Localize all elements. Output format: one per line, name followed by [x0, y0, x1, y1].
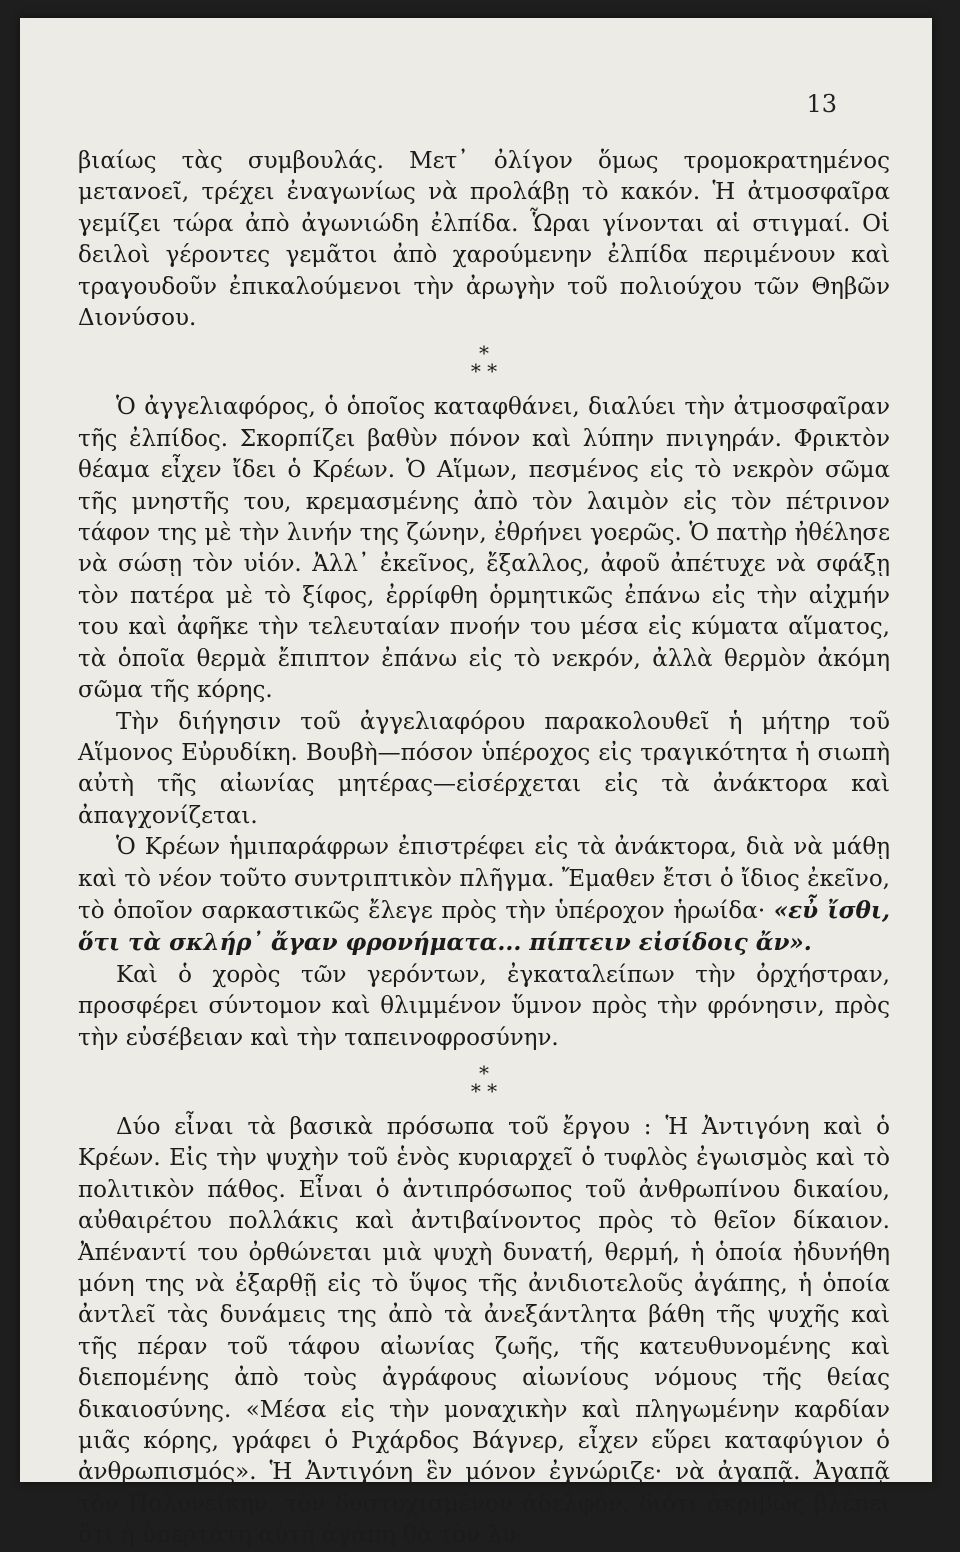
separator-stars-bottom: * *	[470, 359, 498, 384]
section-separator-2	[78, 1060, 890, 1103]
separator-stars-bottom: * *	[470, 1078, 498, 1103]
book-page	[20, 18, 932, 1549]
paragraph-2: Ὁ ἀγγελιαφόρος, ὁ ὁποῖος καταφθάνει, διαλύει τὴν ἀτμοσφαῖραν τῆς ἐλπίδος. Σκορπίζει βαθὺν πόνον καὶ λύπην πνιγηράν. Φρικτὸν θέαμα εἶχεν ἴδει ὁ Κρέων. Ὁ Αἵμων, πεσμένος εἰς τὸ νεκρὸν σῶμα τῆς μνηστῆς του, κρεμασμένης ἀπὸ τὸν λαιμὸν εἰς τὸν πέτρινον τάφον της μὲ τὴν λινήν της ζώνην, ἐθρήνει γοερῶς. Ὁ πατὴρ ἠθέλησε νὰ σώσῃ τὸν υἱόν. Ἀλλ᾽ ἐκεῖνος, ἔξαλλος, ἀφοῦ ἀπέτυχε νὰ σφάξῃ τὸν πατέρα μὲ τὸ ξίφος, ἐρρίφθη ὁρμητικῶς ἐπάνω εἰς τὴν αἰχμήν του καὶ ἀφῆκε τὴν τελευταίαν πνοήν του μέσα εἰς κύματα αἵματος, τὰ ὁποῖα θερμὰ ἔπιπτον ἐπάνω εἰς τὸ νεκρόν, ἀλλὰ θερμὸν ἀκόμη σῶμα τῆς κόρης.	[78, 394, 890, 704]
paragraph-4-text: Ὁ Κρέων ἡμιπαράφρων ἐπιστρέφει εἰς τὰ ἀνάκτορα, διὰ νὰ μάθῃ καὶ τὸ νέον τοῦτο συντριπτικὸν πλῆγμα. Ἔμαθεν ἔτσι ὁ ἴδιος ἐκεῖνο, τὸ ὁποῖον σαρκαστικῶς ἔλεγε πρὸς τὴν ὑπέροχον ἡρωίδα·	[78, 834, 890, 924]
paragraph-3: Τὴν διήγησιν τοῦ ἀγγελιαφόρου παρακολουθεῖ ἡ μήτηρ τοῦ Αἵμονος Εὐρυδίκη. Βουβὴ—πόσον ὑπέροχος εἰς τραγικότητα ἡ σιωπὴ αὐτὴ τῆς αἰωνίας μητέρας—εἰσέρχεται εἰς τὰ ἀνάκτορα καὶ ἀπαγχονίζεται.	[78, 708, 890, 829]
paragraph-5: Καὶ ὁ χορὸς τῶν γερόντων, ἐγκαταλείπων τὴν ὀρχήστραν, προσφέρει σύντομον καὶ θλιμμένον ὕμνον πρὸς τὴν φρόνησιν, πρὸς τὴν εὐσέβειαν καὶ τὴν ταπεινοφροσύνην.	[78, 961, 890, 1051]
section-separator-1	[78, 341, 890, 384]
page-number: 13	[806, 90, 837, 118]
sophocles-quote: «εὖ ἴσθι, ὅτι τὰ σκλήρ᾽ ἄγαν φρονήματα... πίπτειν εἰσίδοις ἄν».	[78, 896, 891, 957]
separator-star-top: *	[479, 1060, 489, 1085]
paragraph-1: βιαίως τὰς συμβουλάς. Μετ᾽ ὀλίγον ὅμως τρομοκρατημένος μετανοεῖ, τρέχει ἐναγωνίως νὰ προλάβῃ τὸ κακόν. Ἡ ἀτμοσφαῖρα γεμίζει τώρα ἀπὸ ἀγωνιώδη ἐλπίδα. Ὧραι γίνονται αἱ στιγμαί. Οἱ δειλοὶ γέροντες γεμᾶτοι ἀπὸ χαρούμενην ἐλπίδα περιμένουν καὶ τραγουδοῦν ἐπικαλούμενοι τὴν ἀρωγὴν τοῦ πολιούχου τῶν Θηβῶν Διονύσου.	[78, 148, 890, 332]
separator-star-top: *	[479, 341, 489, 366]
paragraph-4	[78, 832, 890, 960]
page-body	[78, 146, 890, 1552]
paragraph-6: Δύο εἶναι τὰ βασικὰ πρόσωπα τοῦ ἔργου : Ἡ Ἀντιγόνη καὶ ὁ Κρέων. Εἰς τὴν ψυχὴν τοῦ ἑνὸς κυριαρχεῖ ὁ τυφλὸς ἐγωισμὸς καὶ τὸ πολιτικὸν πάθος. Εἶναι ὁ ἀντιπρόσωπος τοῦ ἀνθρωπίνου δικαίου, αὐθαιρέτου πολλάκις καὶ ἀντιβαίνοντος πρὸς τὸ θεῖον δίκαιον. Ἀπέναντί του ὀρθώνεται μιὰ ψυχὴ δυνατή, θερμή, ἡ ὁποία ἠδυνήθη μόνη της νὰ ἐξαρθῇ εἰς τὸ ὕψος τῆς ἀνιδιοτελοῦς ἀγάπης, ἡ ὁποία ἀντλεῖ τὰς δυνάμεις της ἀπὸ τὰ ἀνεξάντλητα βάθη τῆς ψυχῆς καὶ τῆς πέραν τοῦ τάφου αἰωνίας ζωῆς, τῆς κατευθυνομένης καὶ διεπομένης ἀπὸ τοὺς ἀγράφους αἰωνίους νόμους τῆς θείας δικαιοσύνης. «Μέσα εἰς τὴν μοναχικὴν καὶ πληγωμένην καρδίαν μιᾶς κόρης, γράφει ὁ Ριχάρδος Βάγνερ, εἶχεν εὕρει καταφύγιον ὁ ἀνθρωπισμός». Ἡ Ἀντιγόνη ἓν μόνον ἐγνώριζε· νὰ ἀγαπᾷ. Ἀγαπᾷ τὸν Πολυνείκην, τὸν δυστυχισμένον ἀδελφόν, διότι ἀκριβῶς βλέπει ὅτι ἡ ὑπερτάτη αὐτὴ ἀγάπη θὰ τὸν λυ-	[78, 1113, 890, 1549]
